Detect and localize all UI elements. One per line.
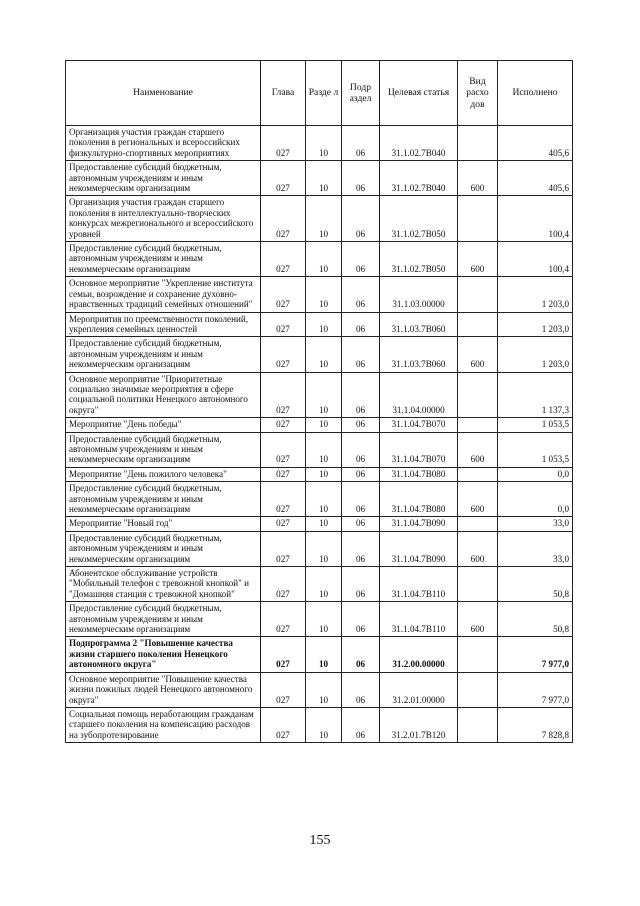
cell-name: Предоставление субсидий бюджетным, автономным учреждениям и иным некоммерческим организациям: [66, 531, 261, 566]
cell-ispolneno: 405,6: [498, 161, 573, 196]
cell-tselevaya: 31.1.04.7В080: [380, 467, 458, 481]
cell-vid: [458, 517, 498, 531]
cell-ispolneno: 50,8: [498, 567, 573, 602]
cell-ispolneno: 50,8: [498, 602, 573, 637]
table-row: [66, 161, 573, 196]
cell-glava: 027: [261, 432, 306, 467]
cell-vid: [458, 277, 498, 312]
cell-vid: 600: [458, 602, 498, 637]
page-number: 155: [309, 833, 331, 848]
cell-vid: [458, 196, 498, 242]
cell-glava: 027: [261, 161, 306, 196]
cell-podrazdel: 06: [342, 602, 380, 637]
cell-podrazdel: 06: [342, 337, 380, 372]
cell-podrazdel: 06: [342, 467, 380, 481]
table-row: [66, 372, 573, 418]
cell-ispolneno: 7 977,0: [498, 637, 573, 672]
cell-glava: 027: [261, 602, 306, 637]
cell-razdel: 10: [306, 707, 342, 742]
table-row: [66, 277, 573, 312]
cell-name: Предоставление субсидий бюджетным, автономным учреждениям и иным некоммерческим организациям: [66, 482, 261, 517]
cell-podrazdel: 06: [342, 418, 380, 432]
cell-glava: 027: [261, 567, 306, 602]
cell-vid: [458, 467, 498, 481]
cell-podrazdel: 06: [342, 312, 380, 337]
table-header-row: [66, 61, 573, 126]
cell-ispolneno: 7 828,8: [498, 707, 573, 742]
cell-name: Предоставление субсидий бюджетным, автономным учреждениям и иным некоммерческим организациям: [66, 602, 261, 637]
cell-podrazdel: 06: [342, 161, 380, 196]
table-row: [66, 531, 573, 566]
cell-razdel: 10: [306, 277, 342, 312]
cell-tselevaya: 31.2.00.00000: [380, 637, 458, 672]
cell-podrazdel: 06: [342, 531, 380, 566]
cell-name: Подпрограмма 2 "Повышение качества жизни старшего поколения Ненецкого автономного округа": [66, 637, 261, 672]
cell-glava: 027: [261, 517, 306, 531]
cell-ispolneno: 1 137,3: [498, 372, 573, 418]
table-row: [66, 337, 573, 372]
table-row: [66, 242, 573, 277]
table-row: [66, 517, 573, 531]
cell-glava: 027: [261, 672, 306, 707]
cell-podrazdel: 06: [342, 126, 380, 161]
cell-tselevaya: 31.1.02.7В040: [380, 126, 458, 161]
cell-ispolneno: 33,0: [498, 531, 573, 566]
cell-name: Мероприятие "День пожилого человека": [66, 467, 261, 481]
table-row: [66, 126, 573, 161]
cell-razdel: 10: [306, 196, 342, 242]
header-podrazdel: Подр аздел: [342, 61, 380, 126]
cell-tselevaya: 31.1.04.00000: [380, 372, 458, 418]
cell-tselevaya: 31.1.04.7В110: [380, 602, 458, 637]
table-row: [66, 672, 573, 707]
cell-glava: 027: [261, 372, 306, 418]
cell-ispolneno: 100,4: [498, 196, 573, 242]
cell-tselevaya: 31.1.04.7В090: [380, 517, 458, 531]
table-row: [66, 196, 573, 242]
cell-tselevaya: 31.1.04.7В110: [380, 567, 458, 602]
cell-vid: [458, 372, 498, 418]
header-vid: Вид расхо дов: [458, 61, 498, 126]
cell-podrazdel: 06: [342, 482, 380, 517]
cell-vid: [458, 418, 498, 432]
cell-razdel: 10: [306, 242, 342, 277]
cell-tselevaya: 31.1.02.7В050: [380, 196, 458, 242]
cell-name: Мероприятие "Новый год": [66, 517, 261, 531]
cell-tselevaya: 31.2.01.7В120: [380, 707, 458, 742]
cell-tselevaya: 31.1.03.00000: [380, 277, 458, 312]
cell-glava: 027: [261, 467, 306, 481]
cell-razdel: 10: [306, 602, 342, 637]
table-body: [66, 126, 573, 743]
cell-tselevaya: 31.1.03.7В060: [380, 312, 458, 337]
cell-razdel: 10: [306, 312, 342, 337]
header-ispolneno: Исполнено: [498, 61, 573, 126]
table-row: [66, 312, 573, 337]
cell-ispolneno: 0,0: [498, 467, 573, 481]
cell-podrazdel: 06: [342, 432, 380, 467]
table-row: [66, 432, 573, 467]
table-row: [66, 637, 573, 672]
header-tselevaya: Целевая статья: [380, 61, 458, 126]
cell-tselevaya: 31.1.04.7В070: [380, 432, 458, 467]
cell-tselevaya: 31.1.02.7В050: [380, 242, 458, 277]
cell-glava: 027: [261, 126, 306, 161]
cell-vid: [458, 567, 498, 602]
cell-vid: 600: [458, 242, 498, 277]
cell-name: Основное мероприятие "Укрепление института семьи, возрождение и сохранение духовно-нравственных традиций семейных отношений": [66, 277, 261, 312]
cell-name: Предоставление субсидий бюджетным, автономным учреждениям и иным некоммерческим организациям: [66, 161, 261, 196]
cell-podrazdel: 06: [342, 637, 380, 672]
cell-tselevaya: 31.1.03.7В060: [380, 337, 458, 372]
cell-glava: 027: [261, 196, 306, 242]
cell-name: Мероприятие "День победы": [66, 418, 261, 432]
cell-name: Предоставление субсидий бюджетным, автономным учреждениям и иным некоммерческим организациям: [66, 242, 261, 277]
cell-tselevaya: 31.1.04.7В080: [380, 482, 458, 517]
cell-name: Абонентское обслуживание устройств "Мобильный телефон с тревожной кнопкой" и "Домашняя станция с тревожной кнопкой": [66, 567, 261, 602]
cell-tselevaya: 31.2.01.00000: [380, 672, 458, 707]
cell-vid: 600: [458, 482, 498, 517]
cell-razdel: 10: [306, 126, 342, 161]
cell-name: Организация участия граждан старшего поколения в интеллектуально-творческих конкурсах межрегионального и всероссийского уровней: [66, 196, 261, 242]
cell-tselevaya: 31.1.04.7В070: [380, 418, 458, 432]
cell-glava: 027: [261, 277, 306, 312]
cell-razdel: 10: [306, 517, 342, 531]
cell-ispolneno: 1 053,5: [498, 432, 573, 467]
cell-razdel: 10: [306, 531, 342, 566]
cell-razdel: 10: [306, 337, 342, 372]
cell-vid: 600: [458, 531, 498, 566]
cell-vid: 600: [458, 161, 498, 196]
cell-ispolneno: 1 203,0: [498, 337, 573, 372]
table-row: [66, 602, 573, 637]
cell-glava: 027: [261, 707, 306, 742]
cell-podrazdel: 06: [342, 277, 380, 312]
cell-glava: 027: [261, 312, 306, 337]
cell-name: Предоставление субсидий бюджетным, автономным учреждениям и иным некоммерческим организациям: [66, 337, 261, 372]
cell-tselevaya: 31.1.02.7В040: [380, 161, 458, 196]
cell-tselevaya: 31.1.04.7В090: [380, 531, 458, 566]
cell-podrazdel: 06: [342, 517, 380, 531]
cell-vid: 600: [458, 432, 498, 467]
cell-name: Основное мероприятие "Повышение качества жизни пожилых людей Ненецкого автономного округа": [66, 672, 261, 707]
table-row: [66, 482, 573, 517]
cell-podrazdel: 06: [342, 707, 380, 742]
cell-razdel: 10: [306, 418, 342, 432]
cell-vid: [458, 126, 498, 161]
table-row: [66, 707, 573, 742]
cell-razdel: 10: [306, 161, 342, 196]
cell-razdel: 10: [306, 467, 342, 481]
cell-vid: 600: [458, 337, 498, 372]
cell-glava: 027: [261, 637, 306, 672]
cell-glava: 027: [261, 482, 306, 517]
cell-razdel: 10: [306, 372, 342, 418]
budget-table: [65, 60, 573, 743]
cell-ispolneno: 1 203,0: [498, 312, 573, 337]
cell-razdel: 10: [306, 637, 342, 672]
cell-name: Социальная помощь неработающим гражданам старшего поколения на компенсацию расходов на зубопротезирование: [66, 707, 261, 742]
header-razdel: Разде л: [306, 61, 342, 126]
cell-podrazdel: 06: [342, 196, 380, 242]
cell-glava: 027: [261, 242, 306, 277]
cell-ispolneno: 100,4: [498, 242, 573, 277]
cell-name: Организация участия граждан старшего поколения в региональных и всероссийских физкультурно-спортивных мероприятиях: [66, 126, 261, 161]
cell-glava: 027: [261, 531, 306, 566]
cell-name: Предоставление субсидий бюджетным, автономным учреждениям и иным некоммерческим организациям: [66, 432, 261, 467]
cell-ispolneno: 1 053,5: [498, 418, 573, 432]
cell-razdel: 10: [306, 567, 342, 602]
cell-razdel: 10: [306, 432, 342, 467]
cell-vid: [458, 672, 498, 707]
table-row: [66, 418, 573, 432]
cell-glava: 027: [261, 337, 306, 372]
cell-vid: [458, 707, 498, 742]
table-row: [66, 567, 573, 602]
cell-razdel: 10: [306, 672, 342, 707]
cell-name: Основное мероприятие "Приоритетные социально значимые мероприятия в сфере социальной политики Ненецкого автономного округа": [66, 372, 261, 418]
cell-name: Мероприятия по преемственности поколений, укрепления семейных ценностей: [66, 312, 261, 337]
cell-ispolneno: 33,0: [498, 517, 573, 531]
cell-razdel: 10: [306, 482, 342, 517]
cell-vid: [458, 312, 498, 337]
header-name: Наименование: [66, 61, 261, 126]
cell-vid: [458, 637, 498, 672]
cell-podrazdel: 06: [342, 242, 380, 277]
cell-podrazdel: 06: [342, 567, 380, 602]
cell-podrazdel: 06: [342, 672, 380, 707]
table-row: [66, 467, 573, 481]
header-glava: Глава: [261, 61, 306, 126]
cell-glava: 027: [261, 418, 306, 432]
cell-ispolneno: 0,0: [498, 482, 573, 517]
cell-ispolneno: 1 203,0: [498, 277, 573, 312]
cell-ispolneno: 7 977,0: [498, 672, 573, 707]
cell-ispolneno: 405,6: [498, 126, 573, 161]
cell-podrazdel: 06: [342, 372, 380, 418]
